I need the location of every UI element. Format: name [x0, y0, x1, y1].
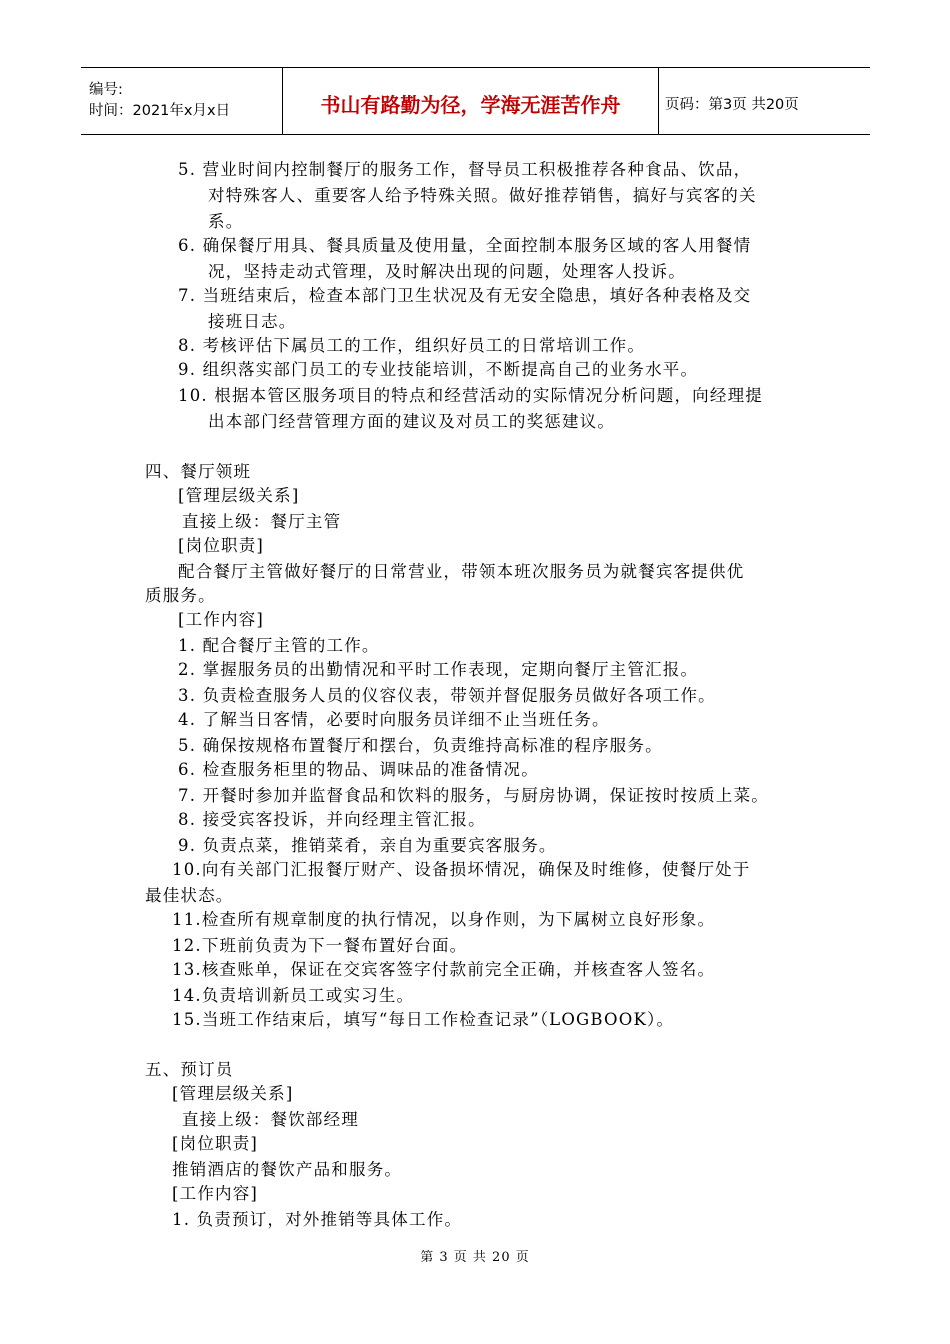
text-line: 质服务。 [145, 586, 216, 605]
list-item: 10.向有关部门汇报餐厅财产、设备损坏情况，确保及时维修，使餐厅处于 [172, 860, 751, 879]
header-meta [81, 68, 283, 134]
text-line: 6. 确保餐厅用具、餐具质量及使用量，全面控制本服务区域的客人用餐情 [178, 236, 752, 255]
header-motto: 书山有路勤为径，学海无涯苦作舟 [283, 68, 659, 134]
text-line: 9. 组织落实部门员工的专业技能培训，不断提高自己的业务水平。 [178, 360, 699, 379]
text-line: 最佳状态。 [145, 886, 234, 905]
text-line: 对特殊客人、重要客人给予特殊关照。做好推荐销售，搞好与宾客的关 [208, 186, 757, 205]
page-footer: 第 3 页 共 20 页 [420, 1250, 530, 1265]
list-item: 5. 确保按规格布置餐厅和摆台，负责维持高标准的程序服务。 [178, 736, 663, 755]
list-item: 11.检查所有规章制度的执行情况，以身作则，为下属树立良好形象。 [172, 910, 716, 929]
list-item: 4. 了解当日客情，必要时向服务员详细不止当班任务。 [178, 710, 610, 729]
text-line: 8. 考核评估下属员工的工作，组织好员工的日常培训工作。 [178, 336, 646, 355]
list-item: 9. 负责点菜，推销菜肴，亲自为重要宾客服务。 [178, 836, 557, 855]
subsection-label: [岗位职责] [172, 1134, 259, 1153]
text-line: 5. 营业时间内控制餐厅的服务工作，督导员工积极推荐各种食品、饮品， [178, 160, 752, 179]
list-item: 6. 检查服务柜里的物品、调味品的准备情况。 [178, 760, 539, 779]
page-header [81, 67, 870, 135]
document-number-label: 编号: [89, 82, 123, 98]
list-item: 3. 负责检查服务人员的仪容仪表，带领并督促服务员做好各项工作。 [178, 686, 716, 705]
subsection-label: [岗位职责] [178, 536, 265, 555]
document-date: 时间：2021年x月x日 [89, 103, 231, 119]
text-line: 况，坚持走动式管理，及时解决出现的问题，处理客人投诉。 [208, 262, 686, 281]
list-item: 13.核查账单，保证在交宾客签字付款前完全正确，并核查客人签名。 [172, 960, 716, 979]
subsection-label: [管理层级关系] [178, 486, 300, 505]
text-line: 直接上级：餐饮部经理 [182, 1110, 359, 1129]
list-item: 12.下班前负责为下一餐布置好台面。 [172, 936, 468, 955]
section-heading: 四、餐厅领班 [145, 462, 252, 481]
header-page-info: 页码：第3页 共20页 [665, 96, 799, 113]
text-line: 推销酒店的餐饮产品和服务。 [172, 1160, 403, 1179]
list-item: 15.当班工作结束后，填写“每日工作检查记录”（LOGBOOK）。 [172, 1010, 675, 1029]
text-line: 系。 [208, 212, 244, 231]
text-line: 直接上级：餐厅主管 [182, 512, 342, 531]
list-item: 1. 配合餐厅主管的工作。 [178, 636, 380, 655]
section-heading: 五、预订员 [145, 1060, 234, 1079]
list-item: 7. 开餐时参加并监督食品和饮料的服务，与厨房协调，保证按时按质上菜。 [178, 786, 769, 805]
list-item: 1. 负责预订，对外推销等具体工作。 [172, 1210, 463, 1229]
text-line: 配合餐厅主管做好餐厅的日常营业，带领本班次服务员为就餐宾客提供优 [178, 562, 745, 581]
subsection-label: [工作内容] [172, 1184, 259, 1203]
text-line: 出本部门经营管理方面的建议及对员工的奖惩建议。 [208, 412, 616, 431]
list-item: 14.负责培训新员工或实习生。 [172, 986, 415, 1005]
text-line: 接班日志。 [208, 312, 297, 331]
subsection-label: [工作内容] [178, 610, 265, 629]
text-line: 10. 根据本管区服务项目的特点和经营活动的实际情况分析问题，向经理提 [178, 386, 763, 405]
list-item: 8. 接受宾客投诉，并向经理主管汇报。 [178, 810, 486, 829]
list-item: 2. 掌握服务员的出勤情况和平时工作表现，定期向餐厅主管汇报。 [178, 660, 699, 679]
subsection-label: [管理层级关系] [172, 1084, 294, 1103]
text-line: 7. 当班结束后，检查本部门卫生状况及有无安全隐患，填好各种表格及交 [178, 286, 752, 305]
